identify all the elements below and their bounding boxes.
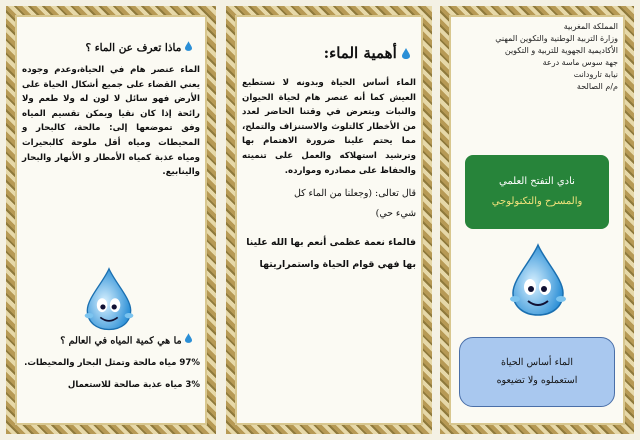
school-line: نيابة تارودانت <box>573 70 618 79</box>
school-line: وزارة التربية الوطنية والتكوين المهني <box>495 34 618 43</box>
stat-fresh-water: 3% مياه عذبة صالحة للاستعمال <box>67 379 200 390</box>
closing-text: فالماء نعمة عظمى أنعم بها الله علينا بها فهي قوام الحياة واستمراريتها <box>246 237 416 271</box>
quantity-heading-row <box>22 333 200 350</box>
panel-cover <box>440 6 634 434</box>
stat-salt-water: 97% مياه مالحة وتمثل البحار والمحيطات. <box>24 357 200 368</box>
quantity-section <box>22 333 200 394</box>
knowledge-heading: ماذا تعرف عن الماء ؟ <box>85 42 182 54</box>
panel-knowledge <box>6 6 216 434</box>
slogan-line-2: استعملوه ولا تضيعوه <box>496 375 578 386</box>
water-drop-icon <box>402 42 410 66</box>
water-drop-icon <box>185 39 192 57</box>
verse-line-2: شيء حي) <box>375 208 416 220</box>
knowledge-heading-row <box>22 39 200 57</box>
importance-paragraph: الماء أساس الحياة وبدونه لا نستطيع العيش كما أنه عنصر هام لحياة الحيوان والنبات ويتعرض في وقتنا الحاضر لعدد من الأخطار كالتلوث والاستنزاف والتملح، مما يحتم علينا ضرورة الاهتمام بها وترشيد استهلاكه والعمل على تنميته والحفاظ على مصادره وموارده. <box>242 78 416 176</box>
quantity-heading: ما هي كمية المياه في العالم ؟ <box>60 335 182 347</box>
verse-line-1: قال تعالى: (وجعلنا من الماء كل <box>293 188 416 200</box>
quran-verse <box>242 184 416 224</box>
school-line: جهة سوس ماسة درعة <box>542 58 618 67</box>
water-drop-mascot-icon <box>81 267 137 333</box>
club-line-1: نادي التفتح العلمي <box>499 176 575 187</box>
club-line-2: والمسرح والتكنولوجي <box>491 196 583 207</box>
water-drop-mascot-icon <box>507 243 569 319</box>
school-line: م/م الصالحة <box>576 82 618 91</box>
school-line: الأكاديمية الجهوية للتربية و التكوين <box>504 46 618 55</box>
slogan-line-1: الماء أساس الحياة <box>501 357 573 368</box>
panel-importance <box>226 6 432 434</box>
slogan-box <box>459 337 615 407</box>
club-name-box <box>465 155 609 229</box>
water-drop-icon <box>185 333 192 349</box>
school-header <box>456 21 618 93</box>
school-line: المملكة المغربية <box>563 22 618 31</box>
importance-heading: أهمية الماء: <box>323 44 397 62</box>
importance-heading-row <box>242 41 416 66</box>
knowledge-paragraph: الماء عنصر هام في الحياة،وعدم وجوده يعني القضاء على جميع أشكال الحياة على الأرض فهو سائل لا لون له ولا طعم ولا رائحة إذا كان نقيا ويمكن تقسيم المياه وفق تموضعها إلى: مالحة، كالبحار و المحيطات ومياه أقل ملوحة كالبحيرات ومياه عذبة كمياه الأمطار و الأنهار والبحار والينابيع. <box>22 65 200 178</box>
